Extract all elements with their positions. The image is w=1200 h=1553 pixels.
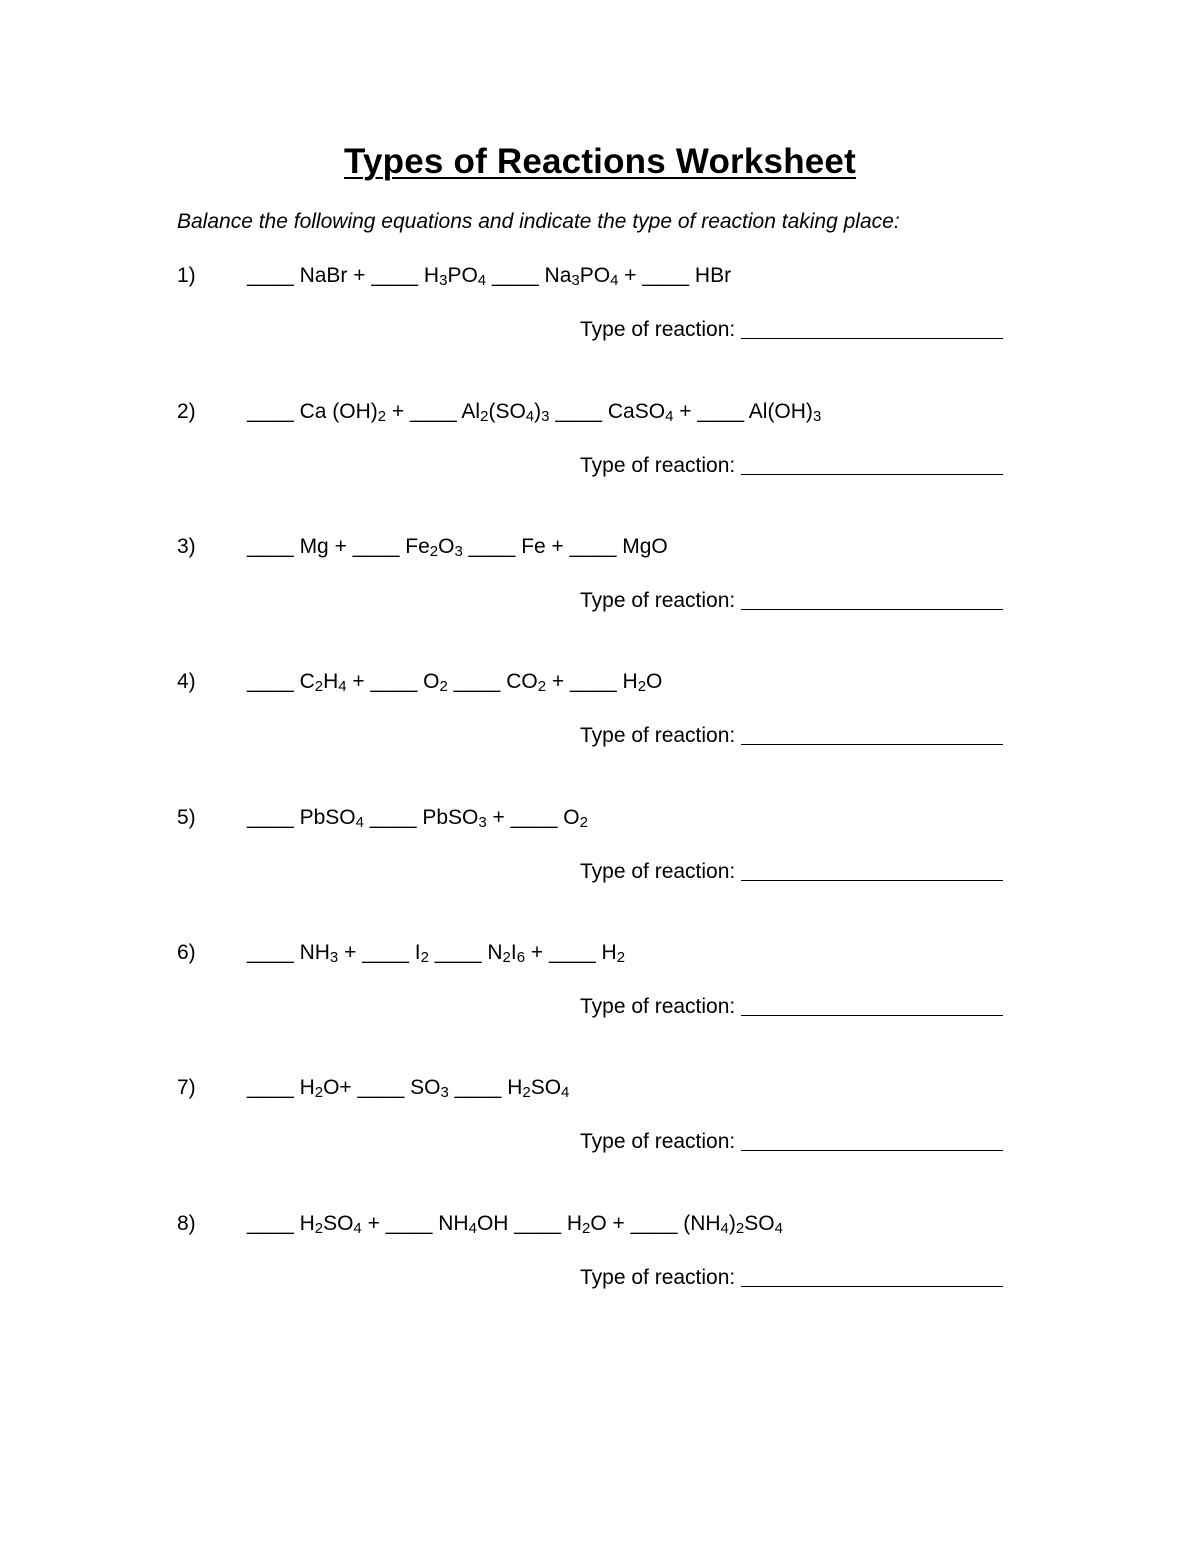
coefficient-blank[interactable]: ____ [410,400,457,423]
subscript: 2 [616,949,626,966]
subscript: 2 [377,408,387,425]
reaction-type-blank[interactable] [741,589,1003,610]
subscript: 4 [525,408,535,425]
instructions: Balance the following equations and indicate the type of reaction taking place: [177,210,900,233]
reaction-type-label: Type of reaction: [580,589,736,612]
coefficient-blank[interactable]: ____ [555,400,603,423]
subscript: 4 [355,814,364,831]
chemical-equation: ____ $NH_3$ + ____ $I_2$ ____ $N_2I_6$ + ____ $H_2$ [247,941,626,966]
reaction-type-answer [580,454,1003,478]
chemical-formula: $H_2O$ [566,1212,607,1237]
subscript: 2 [314,678,324,695]
chemical-formula: NaBr [299,264,348,287]
chemical-formula: $Al_2(SO_4)_3$ [461,400,550,425]
coefficient-blank[interactable]: ____ [370,670,418,693]
chemical-formula: $SO_3$ [410,1076,449,1101]
chemical-formula: $NH_3$ [299,941,339,966]
subscript: 4 [665,408,674,425]
reaction-type-blank[interactable] [741,318,1003,339]
subscript: 3 [454,543,463,560]
chemical-formula: $H_2O$ [622,670,663,695]
chemical-formula: MgO [622,535,668,558]
coefficient-blank[interactable]: ____ [369,806,417,829]
problem-6 [0,941,1200,1061]
subscript: 3 [571,272,580,289]
reaction-type-blank[interactable] [741,995,1003,1016]
chemical-formula: CaSO$_4$ [607,400,674,425]
reaction-type-answer [580,1266,1003,1290]
subscript: 2 [314,1220,324,1237]
reaction-type-label: Type of reaction: [580,318,736,341]
chemical-formula: Fe [521,535,546,558]
chemical-formula: $Fe_2O_3$ [405,535,463,560]
problem-number: 1) [177,264,196,287]
chemical-formula: $H_2O+$ [299,1076,352,1101]
coefficient-blank[interactable]: ____ [491,264,539,287]
subscript: 6 [516,949,526,966]
coefficient-blank[interactable]: ____ [453,670,501,693]
chemical-formula: $NH_4OH$ [438,1212,509,1237]
chemical-formula: $H_3PO_4$ [423,264,487,289]
subscript: 3 [440,1084,449,1101]
reaction-type-answer [580,589,1003,613]
reaction-type-blank[interactable] [741,454,1003,475]
reaction-type-answer [580,318,1003,342]
coefficient-blank[interactable]: ____ [247,670,294,693]
subscript: 4 [610,272,619,289]
coefficient-blank[interactable]: ____ [247,264,294,287]
reaction-type-answer [580,995,1003,1019]
subscript: 4 [561,1084,570,1101]
chemical-equation: ____ PbSO$_4$ ____ PbSO$_3$ + ____ $O_2$ [247,806,588,831]
chemical-formula: $H_2SO_4$ [299,1212,362,1237]
subscript: 2 [537,678,547,695]
problem-number: 4) [177,670,196,693]
problem-number: 3) [177,535,196,558]
chemical-formula: $(NH_4)_2SO_4$ [683,1212,783,1237]
reaction-type-blank[interactable] [741,1130,1003,1151]
subscript: 2 [735,1220,745,1237]
coefficient-blank[interactable]: ____ [371,264,419,287]
chemical-formula: $Al(OH)_3$ [748,400,822,425]
coefficient-blank[interactable]: ____ [247,1212,294,1235]
subscript: 3 [478,814,487,831]
subscript: 3 [329,949,339,966]
coefficient-blank[interactable]: ____ [247,806,294,829]
problem-number: 7) [177,1076,196,1099]
subscript: 3 [541,408,550,425]
coefficient-blank[interactable]: ____ [548,941,596,964]
problem-2 [0,400,1200,520]
problem-number: 2) [177,400,196,423]
coefficient-blank[interactable]: ____ [454,1076,502,1099]
chemical-formula: $N_2I_6$ [487,941,526,966]
reaction-type-answer [580,860,1003,884]
subscript: 2 [579,814,588,831]
problem-number: 5) [177,806,196,829]
subscript: 4 [468,1220,477,1237]
subscript: 2 [502,949,511,966]
subscript: 4 [774,1220,783,1237]
problem-3 [0,535,1200,655]
chemical-formula: PbSO$_4$ [299,806,364,831]
reaction-type-answer [580,1130,1003,1154]
reaction-type-blank[interactable] [741,860,1003,881]
subscript: 2 [522,1084,531,1101]
problem-number: 6) [177,941,196,964]
reaction-type-label: Type of reaction: [580,995,736,1018]
subscript: 2 [637,678,647,695]
coefficient-blank[interactable]: ____ [247,1076,294,1099]
chemical-formula: PbSO$_3$ [422,806,487,831]
reaction-type-blank[interactable] [741,724,1003,745]
coefficient-blank[interactable]: ____ [630,1212,678,1235]
chemical-formula: $C_2H_4$ [299,670,347,695]
chemical-formula: $O_2$ [423,670,448,695]
problem-4 [0,670,1200,790]
chemical-equation: ____ NaBr + ____ $H_3PO_4$ ____ $Na_3PO_4$ + ____ HBr [247,264,732,289]
coefficient-blank[interactable]: ____ [385,1212,433,1235]
coefficient-blank[interactable]: ____ [569,670,617,693]
coefficient-blank[interactable]: ____ [468,535,516,558]
chemical-equation: ____ $H_2SO_4$ + ____ $NH_4OH$ ____ $H_2O$ + ____ $(NH_4)_2SO_4$ [247,1212,783,1237]
chemical-formula: Ca $(OH)_2$ [299,400,387,425]
chemical-formula: $Na_3PO_4$ [544,264,619,289]
subscript: 2 [429,543,439,560]
reaction-type-label: Type of reaction: [580,724,736,747]
reaction-type-answer [580,724,1003,748]
coefficient-blank[interactable]: ____ [642,264,690,287]
coefficient-blank[interactable]: ____ [247,400,294,423]
chemical-formula: Mg [299,535,329,558]
problem-number: 8) [177,1212,196,1235]
subscript: 2 [314,1084,324,1101]
chemical-equation [247,1076,569,1100]
coefficient-blank[interactable]: ____ [357,1076,405,1099]
subscript: 4 [353,1220,362,1237]
coefficient-blank[interactable]: ____ [434,941,482,964]
subscript: 2 [420,949,429,966]
reaction-type-label: Type of reaction: [580,454,736,477]
chemical-formula: $H_2$ [601,941,626,966]
reaction-type-label: Type of reaction: [580,1266,736,1289]
coefficient-blank[interactable]: ____ [247,941,294,964]
coefficient-blank[interactable]: ____ [247,535,294,558]
coefficient-blank[interactable]: ____ [697,400,745,423]
reaction-type-label: Type of reaction: [580,860,736,883]
chemical-formula: $O_2$ [563,806,588,831]
problem-7 [0,1076,1200,1196]
subscript: 4 [720,1220,729,1237]
chemical-formula: $H_2SO_4$ [507,1076,570,1101]
problem-5 [0,806,1200,926]
coefficient-blank[interactable]: ____ [362,941,409,964]
subscript: 2 [439,678,448,695]
chemical-formula: HBr [694,264,732,287]
subscript: 3 [439,272,448,289]
problem-8 [0,1212,1200,1332]
chemical-formula: $I_2$ [414,941,429,966]
subscript: 2 [480,408,489,425]
subscript: 2 [582,1220,591,1237]
reaction-type-label: Type of reaction: [580,1130,736,1153]
coefficient-blank[interactable]: ____ [569,535,617,558]
worksheet-title: Types of Reactions Worksheet [344,142,856,181]
coefficient-blank[interactable]: ____ [352,535,400,558]
problem-1 [0,264,1200,384]
subscript: 3 [812,408,822,425]
chemical-formula: $CO_2$ [506,670,547,695]
subscript: 4 [477,272,487,289]
subscript: 4 [338,678,347,695]
chemical-equation: ____ Ca $(OH)_2$ + ____ $Al_2(SO_4)_3$ ____ CaSO$_4$ + ____ $Al(OH)_3$ [247,400,822,425]
chemical-equation: ____ $C_2H_4$ + ____ $O_2$ ____ $CO_2$ + ____ $H_2O$ [247,670,663,695]
coefficient-blank[interactable]: ____ [510,806,558,829]
chemical-equation: ____ Mg + ____ $Fe_2O_3$ ____ Fe + ____ MgO [247,535,668,560]
reaction-type-blank[interactable] [741,1266,1003,1287]
coefficient-blank[interactable]: ____ [514,1212,562,1235]
